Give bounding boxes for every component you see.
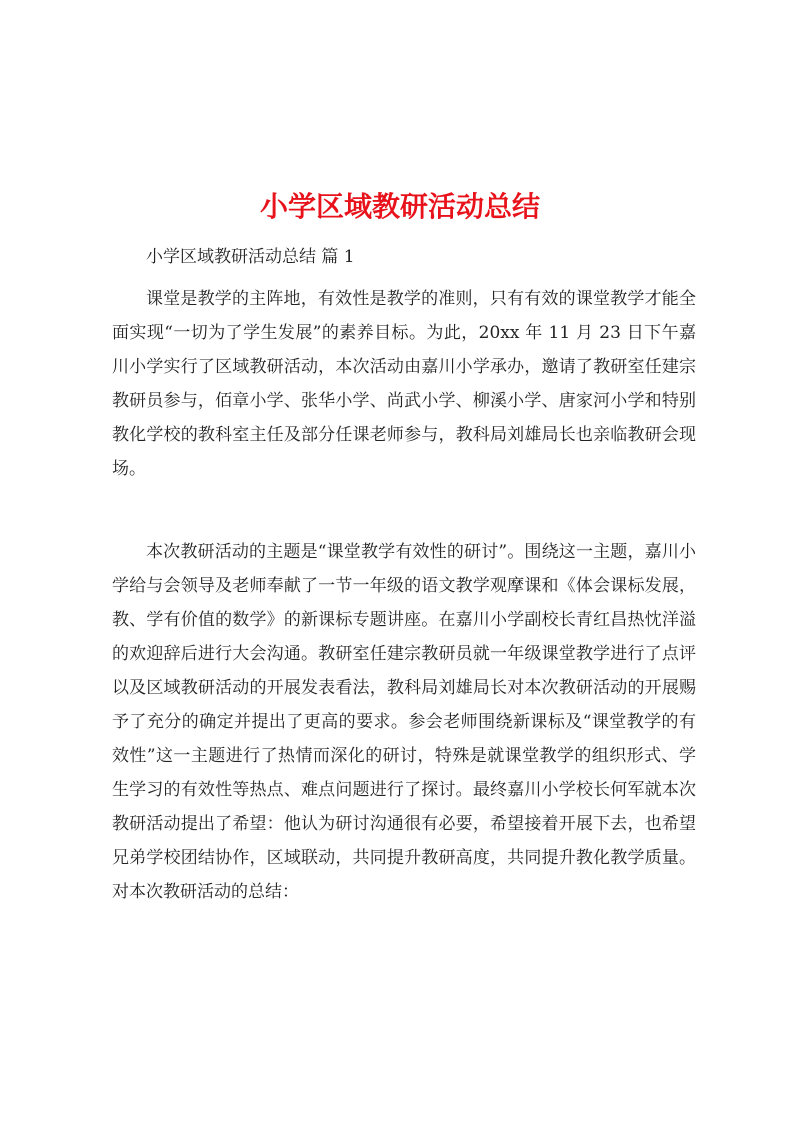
paragraph-2: 本次教研活动的主题是“课堂教学有效性的研讨”。围绕这一主题，嘉川小学给与会领导及老师奉献了一节一年级的语文教学观摩课和《体会课标发展，教、学有价值的数学》的新课标专题讲座。在嘉川小学副校长青红昌热忱洋溢的欢迎辞后进行大会沟通。教研室任建宗教研员就一年级课堂教学进行了点评以及区域教研活动的开展发表看法，教科局刘雄局长对本次教研活动的开展赐予了充分的确定并提出了更高的要求。参会老师围绕新课标及“课堂教学的有效性”这一主题进行了热情而深化的研讨，特殊是就课堂教学的组织形式、学生学习的有效性等热点、难点问题进行了探讨。最终嘉川小学校长何军就本次教研活动提出了希望：他认为研讨沟通很有必要，希望接着开展下去，也希望兄弟学校团结协作，区域联动，共同提升教研高度，共同提升教化教学质量。对本次教研活动的总结： [112,542,696,902]
section-subheading: 小学区域教研活动总结 篇 1 [146,247,355,267]
paragraph-1-container [112,282,696,486]
paragraph-2-container [112,535,696,909]
document-title: 小学区域教研活动总结 [259,189,540,223]
paragraph-1: 课堂是教学的主阵地，有效性是教学的准则，只有有效的课堂教学才能全面实现“一切为了学生发展”的素养目标。为此，20xx 年 11 月 23 日下午嘉川小学实行了区域教研活动，本次活动由嘉川小学承办，邀请了教研室任建宗教研员参与，佰章小学、张华小学、尚武小学、柳溪小学、唐家河小学和特别教化学校的教科室主任及部分任课老师参与，教科局刘雄局长也亲临教研会现场。 [112,289,696,479]
